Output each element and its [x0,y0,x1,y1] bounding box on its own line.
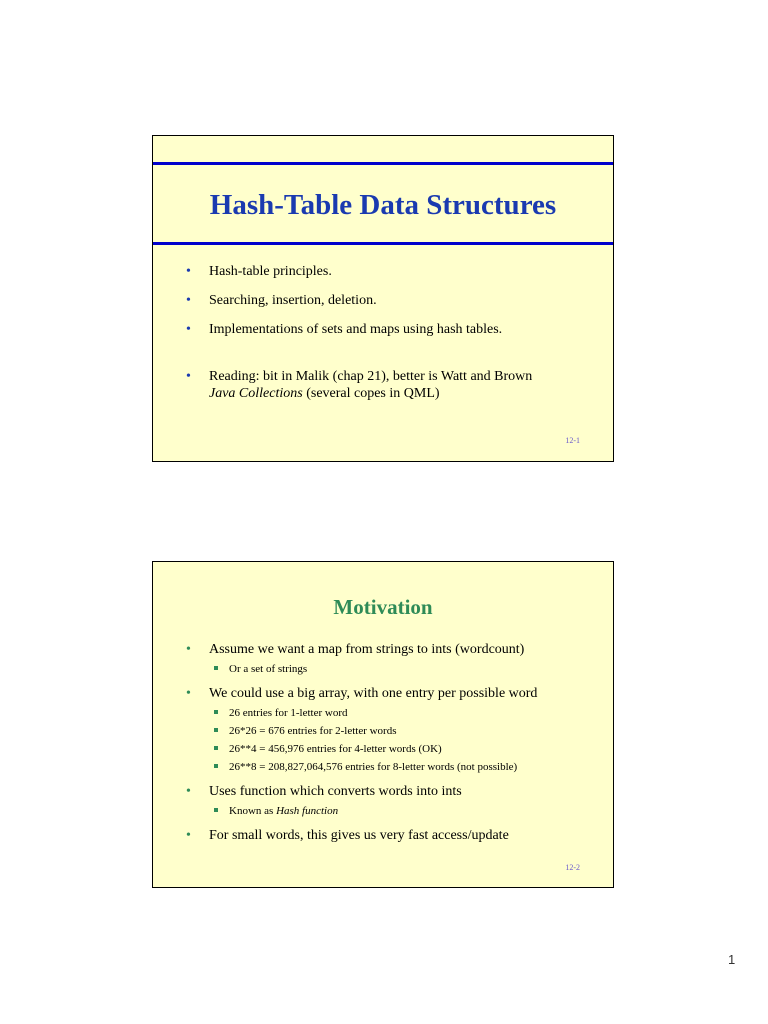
reading-book-title: Java Collections [209,386,303,401]
bullet-dot-icon: • [186,784,191,799]
slide-hash-table-data-structures [152,135,614,462]
sub-bullet-item [209,742,613,756]
square-bullet-icon [214,764,218,768]
sub-bullet-emphasis: Hash function [276,805,339,817]
sub-bullet-text: 26**4 = 456,976 entries for 4-letter words (OK) [229,743,442,755]
slide-motivation [152,561,614,888]
square-bullet-icon [214,808,218,812]
bullet-item [153,321,613,338]
sub-bullet-text: 26**8 = 208,827,064,576 entries for 8-letter words (not possible) [229,761,518,773]
bullet-list [153,263,613,414]
bullet-text: Assume we want a map from strings to ints (wordcount) [209,642,525,657]
bullet-text: Searching, insertion, deletion. [209,293,377,308]
square-bullet-icon [214,746,218,750]
bullet-text: We could use a big array, with one entry per possible word [209,686,538,701]
bullet-dot-icon: • [186,828,191,843]
bullet-dot-icon: • [186,293,191,308]
bullet-dot-icon: • [186,322,191,337]
bullet-text: Implementations of sets and maps using hash tables. [209,322,503,337]
sub-bullet-text: Or a set of strings [229,663,308,675]
slide-number: 12-1 [565,436,580,445]
square-bullet-icon [214,666,218,670]
bullet-dot-icon: • [186,642,191,657]
bullet-item [153,827,613,844]
bullet-text: Uses function which converts words into ints [209,784,462,799]
bullet-item [153,783,613,818]
slide-title: Hash-Table Data Structures [209,189,557,221]
bullet-dot-icon: • [186,264,191,279]
bullet-dot-icon: • [186,686,191,701]
bullet-text: For small words, this gives us very fast access/update [209,828,509,843]
title-rule-bottom [153,242,613,245]
square-bullet-icon [214,728,218,732]
reading-suffix: (several copes in QML) [302,386,440,401]
bullet-item-reading [153,368,613,402]
bullet-item [153,641,613,676]
page-number: 1 [728,952,736,967]
slide-number: 12-2 [565,863,580,872]
bullet-item [153,263,613,280]
sub-bullet-text: 26 entries for 1-letter word [229,707,348,719]
bullet-item [153,685,613,774]
bullet-item [153,292,613,309]
square-bullet-icon [214,710,218,714]
title-rule-top [153,162,613,165]
sub-bullet-item [209,706,613,720]
sub-bullet-text-prefix: Known as [229,805,277,817]
sub-bullet-item [209,662,613,676]
sub-bullet-text: 26*26 = 676 entries for 2-letter words [229,725,397,737]
sub-bullet-list [209,804,613,818]
sub-bullet-item [209,724,613,738]
sub-bullet-list [209,662,613,676]
sub-bullet-item [209,804,613,818]
sub-bullet-item [209,760,613,774]
slide-title: Motivation [333,595,433,619]
bullet-text: Hash-table principles. [209,264,332,279]
bullet-dot-icon: • [186,369,191,384]
bullet-list [153,641,613,853]
reading-prefix: Reading: bit in Malik (chap 21), better is Watt and Brown [209,369,533,384]
sub-bullet-list [209,706,613,774]
